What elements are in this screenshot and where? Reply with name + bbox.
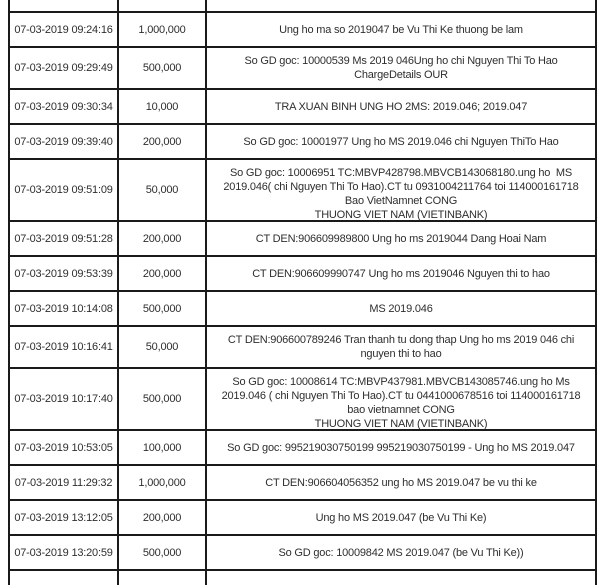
- table-row: [10, 257, 595, 292]
- description-text: TRA XUAN BINH UNG HO 2MS: 2019.046; 2019.047: [274, 100, 528, 113]
- description-cell: [205, 125, 595, 158]
- datetime-cell: 07-03-2019 10:14:08: [14, 302, 113, 315]
- amount-cell: 500,000: [117, 536, 205, 569]
- datetime-cell: [10, 0, 117, 11]
- partial-row-top: [10, 0, 595, 13]
- amount-cell: 500,000: [117, 369, 205, 429]
- amount-cell: [117, 0, 205, 11]
- description-cell: [205, 222, 595, 255]
- table-row: [10, 222, 595, 257]
- table-row: [10, 13, 595, 48]
- amount-cell: 50,000: [117, 160, 205, 220]
- description-text: So GD goc: 10008614 TC:MBVP437981.MBVCB143085746.ung ho Ms 2019.046 ( chi Nguyen Thi To Hao).CT tu 0441000678516 toi 114000161718 bao vietnamnet CONG: [221, 376, 584, 416]
- description-cell: [205, 369, 595, 429]
- partial-row-bottom: [10, 571, 595, 585]
- datetime-cell: 07-03-2019 09:51:09: [14, 184, 113, 196]
- amount-cell: 50,000: [117, 327, 205, 367]
- datetime-cell: 07-03-2019 13:12:05: [14, 511, 113, 524]
- amount-cell: 1,000,000: [117, 13, 205, 46]
- description-text: Ung ho MS 2019.047 (be Vu Thi Ke): [315, 511, 487, 524]
- table-row: [10, 292, 595, 327]
- datetime-cell: 07-03-2019 09:53:39: [14, 267, 113, 280]
- table-row: [10, 501, 595, 536]
- table-row: [10, 90, 595, 125]
- datetime-cell: 07-03-2019 10:17:40: [14, 393, 113, 405]
- amount-cell: 500,000: [117, 292, 205, 325]
- description-text: CT DEN:906609989800 Ung ho ms 2019044 Dang Hoai Nam: [255, 232, 547, 245]
- description-clipped-text: THUONG VIET NAM (VIETINBANK): [314, 209, 488, 221]
- description-cell: [205, 160, 595, 220]
- datetime-cell: 07-03-2019 09:29:49: [14, 62, 113, 74]
- description-text: Ung ho ma so 2019047 be Vu Thi Ke thuong be lam: [279, 23, 523, 36]
- datetime-cell: [10, 571, 117, 585]
- table-row: [10, 48, 595, 90]
- table-row: [10, 369, 595, 431]
- description-text: So GD goc: 10009842 MS 2019.047 (be Vu Thi Ke)): [278, 546, 524, 559]
- transactions-table-body: [10, 13, 595, 571]
- description-cell: [205, 431, 595, 464]
- description-cell: [205, 327, 595, 367]
- description-clipped-text: THUONG VIET NAM (VIETINBANK): [314, 418, 488, 430]
- amount-cell: 200,000: [117, 125, 205, 158]
- datetime-cell: 07-03-2019 13:20:59: [14, 546, 113, 559]
- description-cell: [205, 48, 595, 88]
- description-cell: [205, 571, 595, 585]
- description-cell: [205, 536, 595, 569]
- description-text: So GD goc: 995219030750199 995219030750199 - Ung ho MS 2019.047: [227, 441, 575, 454]
- amount-cell: 200,000: [117, 501, 205, 534]
- datetime-cell: 07-03-2019 10:16:41: [14, 341, 113, 353]
- transactions-table: [8, 0, 597, 585]
- datetime-cell: 07-03-2019 09:39:40: [14, 135, 113, 148]
- description-text: MS 2019.046: [369, 302, 433, 315]
- description-text: CT DEN:906609990747 Ung ho ms 2019046 Nguyen thi to hao: [252, 267, 550, 280]
- description-cell: [205, 90, 595, 123]
- datetime-cell: 07-03-2019 09:30:34: [14, 100, 113, 113]
- description-text: So GD goc: 10001977 Ung ho MS 2019.046 chi Nguyen ThiTo Hao: [243, 135, 559, 148]
- table-row: [10, 431, 595, 466]
- description-text: CT DEN:906604056352 ung ho MS 2019.047 be vu thi ke: [265, 476, 537, 489]
- amount-cell: 1,000,000: [117, 466, 205, 499]
- amount-cell: [117, 571, 205, 585]
- description-text: CT DEN:906600789246 Tran thanh tu dong thap Ung ho ms 2019 046 chi nguyen thi to hao: [227, 334, 577, 360]
- table-row: [10, 160, 595, 222]
- description-cell: [205, 257, 595, 290]
- amount-cell: 200,000: [117, 222, 205, 255]
- datetime-cell: 07-03-2019 10:53:05: [14, 441, 113, 454]
- table-row: [10, 327, 595, 369]
- table-row: [10, 125, 595, 160]
- description-cell: [205, 292, 595, 325]
- description-cell: [205, 501, 595, 534]
- table-row: [10, 536, 595, 571]
- description-cell: [205, 13, 595, 46]
- description-text: So GD goc: 10000539 Ms 2019 046Ung ho chi Nguyen Thi To Hao ChargeDetails OUR: [244, 55, 567, 81]
- description-cell: [205, 0, 595, 11]
- table-row: [10, 466, 595, 501]
- amount-cell: 100,000: [117, 431, 205, 464]
- datetime-cell: 07-03-2019 09:24:16: [14, 23, 113, 36]
- datetime-cell: 07-03-2019 09:51:28: [14, 232, 113, 245]
- amount-cell: 500,000: [117, 48, 205, 88]
- amount-cell: 10,000: [117, 90, 205, 123]
- datetime-cell: 07-03-2019 11:29:32: [14, 476, 113, 489]
- amount-cell: 200,000: [117, 257, 205, 290]
- description-text: So GD goc: 10006951 TC:MBVP428798.MBVCB143068180.ung ho MS 2019.046( chi Nguyen Thi To Hao).CT tu 0931004211764 toi 114000161718 Bao VietNamnet CONG: [223, 167, 582, 207]
- description-cell: [205, 466, 595, 499]
